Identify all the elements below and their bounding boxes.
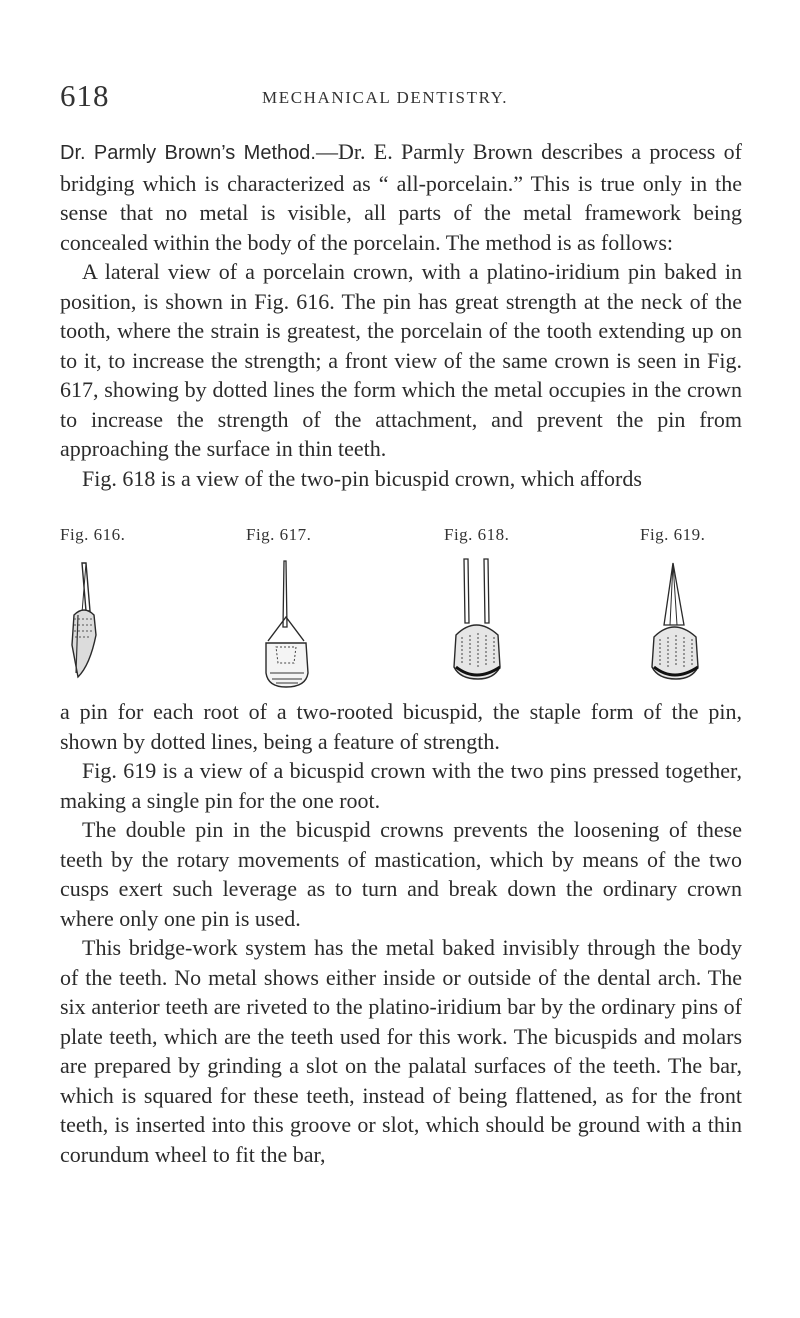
pressed-pin-bicuspid-icon [640,555,710,685]
figure-618 [444,525,564,695]
figure-caption: Fig. 616. [60,525,126,544]
page-number: 618 [60,78,110,113]
two-pin-bicuspid-icon [444,555,514,685]
paragraph [60,137,742,257]
figure-row [60,525,742,695]
paragraph: The double pin in the bicuspid crowns prevents the loosening of these teeth by the rotary movements of mastication, which by means of the two cusps exert such leverage as to turn and break down the ordinary crown where only one pin is used. [60,817,742,931]
paragraph: Fig. 619 is a view of a bicuspid crown with the two pins pressed together, making a single pin for the one root. [60,758,742,813]
section-title: Dr. Parmly Brown’s Method. [60,142,316,164]
figure-caption: Fig. 618. [444,525,510,544]
figure-caption: Fig. 619. [640,525,706,544]
figure-caption: Fig. 617. [246,525,312,544]
lateral-crown-icon [60,555,120,685]
paragraph: a pin for each root of a two-rooted bicuspid, the staple form of the pin, shown by dotted lines, being a feature of strength. [60,699,742,754]
body-text-top [60,137,742,493]
front-crown-icon [246,555,316,690]
paragraph-text: —Dr. E. Parmly Brown describes a process of bridging which is characterized as “ all-porcelain.” This is true only in the sense that no metal is visible, all parts of the metal framework being concealed within the body of the porcelain. The method is as follows: [60,139,742,255]
figure-616 [60,525,180,695]
figure-617 [246,525,366,695]
paragraph: Fig. 618 is a view of the two-pin bicuspid crown, which affords [82,465,642,491]
paragraph: A lateral view of a porcelain crown, with a platino-iridium pin baked in position, is shown in Fig. 616. The pin has great strength at the neck of the tooth, where the strain is greatest, the porcelain of the tooth extending up on to it, to increase the strength; a front view of the same crown is seen in Fig. 617, showing by dotted lines the form which the metal occupies in the crown to increase the strength of the attachment, and prevent the pin from approaching the surface in thin teeth. [60,259,742,461]
paragraph: This bridge-work system has the metal baked invisibly through the body of the teeth. No metal shows either inside or outside of the dental arch. The six anterior teeth are riveted to the platino-iridium bar by the ordinary pins of plate teeth, which are the teeth used for this work. The bicuspids and molars are prepared by grinding a slot on the palatal surfaces of the teeth. The bar, which is squared for these teeth, instead of being flattened, as for the front teeth, is inserted into this groove or slot, which should be ground with a thin corundum wheel to fit the bar, [60,935,742,1167]
running-head: MECHANICAL DENTISTRY. [262,88,509,107]
figure-619 [640,525,760,695]
body-text-bottom [60,697,742,1169]
page-header [60,78,742,118]
